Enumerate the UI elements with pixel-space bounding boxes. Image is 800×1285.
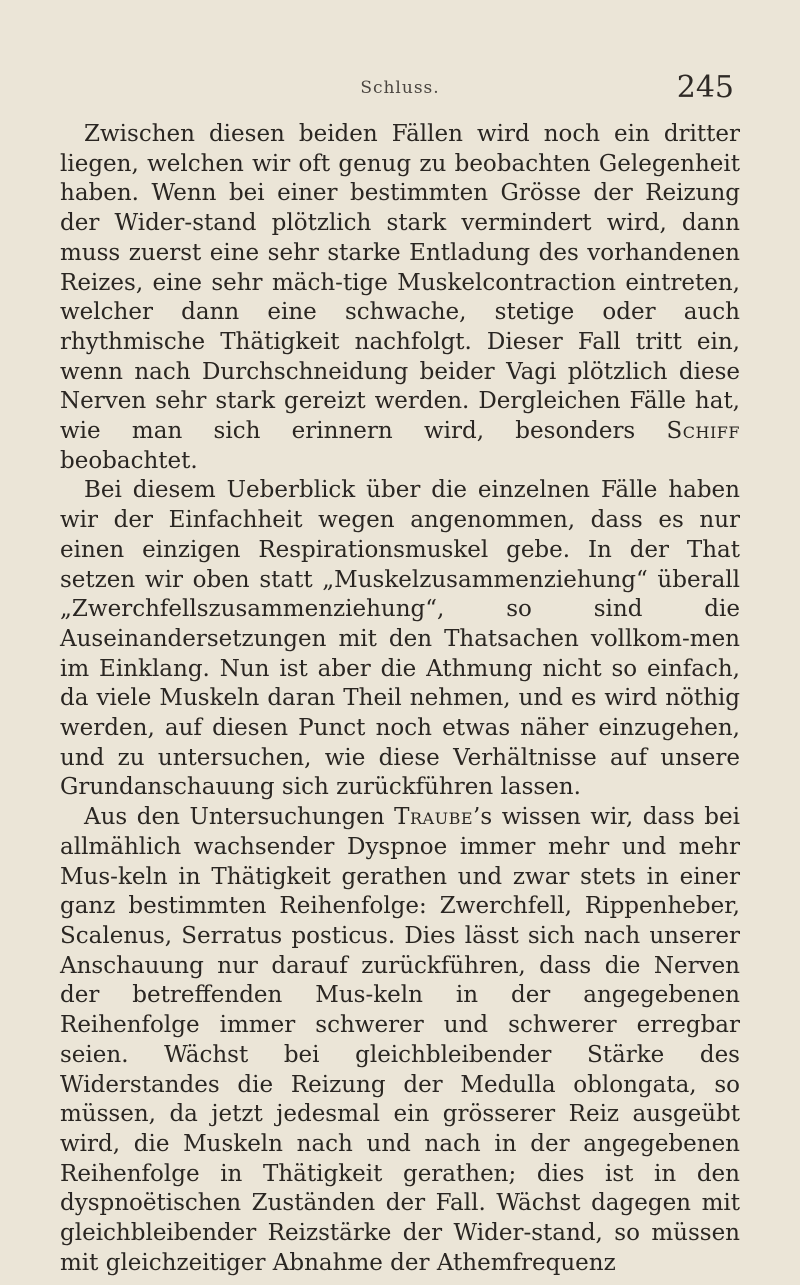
paragraph-2 xyxy=(60,476,740,803)
paragraph-1 xyxy=(60,120,740,476)
paragraph-3-start: Aus den Untersuchungen xyxy=(84,804,395,831)
paragraph-1-end: beobachtet. xyxy=(60,447,198,474)
running-head xyxy=(60,70,740,110)
page-number: 245 xyxy=(676,70,734,105)
body-text xyxy=(60,120,740,1278)
paragraph-1-text: Zwischen diesen beiden Fällen wird noch ein dritter liegen, welchen wir oft genug zu beobachten Gelegenheit haben. Wenn bei einer bestimmten Grösse der Reizung der Wider-stand plötzlich stark vermindert wird, dann muss zuerst eine sehr starke Entladung des vorhandenen Reizes, eine sehr mäch-tige Muskelcontraction eintreten, welcher dann eine schwache, stetige oder auch rhythmische Thätigkeit nachfolgt. Dieser Fall tritt ein, wenn nach Durchschneidung beider Vagi plötzlich diese Nerven sehr stark gereizt werden. Dergleichen Fälle hat, wie man sich erinnern wird, besonders xyxy=(60,121,740,445)
paragraph-3-text: ’s wissen wir, dass bei allmählich wachsender Dyspnoe immer mehr und mehr Mus-keln in Thätigkeit gerathen und zwar stets in einer ganz bestimmten Reihenfolge: Zwerchfell, Rippenheber, Scalenus, Serratus posticus. Dies lässt sich nach unserer Anschauung nur darauf zurückführen, dass die Nerven der betreffenden Mus-keln in der angegebenen Reihenfolge immer schwerer und schwerer erregbar seien. Wächst bei gleichbleibender Stärke des Widerstandes die Reizung der Medulla oblongata, so müssen, da jetzt jedesmal ein grösserer Reiz ausgeübt wird, die Muskeln nach und nach in der angegebenen Reihenfolge in Thätigkeit gerathen; dies ist in den dyspnoëtischen Zuständen der Fall. Wächst dagegen mit gleichbleibender Reizstärke der Wider-stand, so müssen mit gleichzeitiger Abnahme der Athemfrequenz xyxy=(60,804,740,1276)
paragraph-2-text: Bei diesem Ueberblick über die einzelnen Fälle haben wir der Einfachheit wegen angenommen, dass es nur einen einzigen Respirationsmuskel gebe. In der That setzen wir oben statt „Muskelzusammenziehung“ überall „Zwerchfellszusammenziehung“, so sind die Auseinandersetzungen mit den Thatsachen vollkom-men im Einklang. Nun ist aber die Athmung nicht so einfach, da viele Muskeln daran Theil nehmen, und es wird nöthig werden, auf diesen Punct noch etwas näher einzugehen, und zu untersuchen, wie diese Verhältnisse auf unsere Grundanschauung sich zurückführen lassen. xyxy=(60,477,740,801)
running-head-title: Schluss. xyxy=(360,78,440,98)
author-name-schiff: Schiff xyxy=(666,418,740,445)
author-name-traube: Traube xyxy=(394,804,474,831)
paragraph-3 xyxy=(60,803,740,1278)
